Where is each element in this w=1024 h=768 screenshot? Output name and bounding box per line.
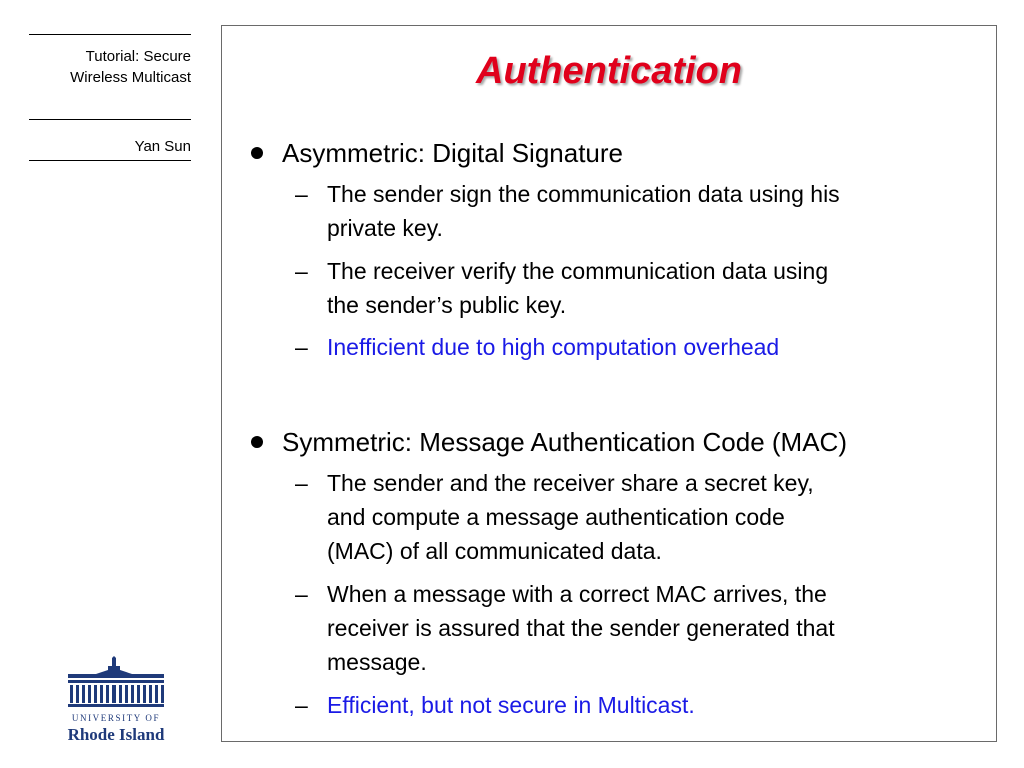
sidebar-middle-rule [29, 119, 191, 120]
bullet-asymmetric [282, 138, 972, 168]
bullet-symmetric [282, 427, 972, 457]
dash-marker: – [295, 581, 308, 607]
slide-title: Authentication [476, 50, 742, 92]
bullet-dot-icon [251, 147, 263, 159]
sub-item-line: The sender and the receiver share a secret key, [327, 470, 814, 496]
sub-item-line: Efficient, but not secure in Multicast. [327, 692, 695, 718]
dash-marker: – [295, 692, 308, 718]
sidebar-course-title [70, 46, 191, 88]
sidebar-top-rule [29, 34, 191, 35]
sub-item-line: The receiver verify the communication data using [327, 258, 829, 284]
dash-marker: – [295, 258, 308, 284]
sub-item [295, 466, 967, 568]
sidebar-course-title-line1: Tutorial: Secure [85, 48, 191, 65]
logo-text-bottom: Rhode Island [67, 725, 165, 744]
sub-item-line: When a message with a correct MAC arrives, the [327, 581, 827, 607]
bullet-dot-icon [251, 436, 263, 448]
sub-item-line: the sender’s public key. [327, 292, 567, 318]
sub-item-line: (MAC) of all communicated data. [327, 538, 662, 564]
sidebar-author: Yan Sun [134, 138, 191, 155]
sub-item-line: The sender sign the communication data using his [327, 181, 840, 207]
sub-item [295, 577, 967, 679]
sub-item-highlight [295, 688, 967, 722]
sub-item-line: and compute a message authentication code [327, 504, 785, 530]
sub-item-line: Inefficient due to high computation overhead [327, 334, 780, 360]
dash-marker: – [295, 334, 308, 360]
sidebar-bottom-rule [29, 160, 191, 161]
dash-marker: – [295, 470, 308, 496]
university-logo [66, 656, 166, 746]
sub-item [295, 254, 967, 322]
bullet-text: Symmetric: Message Authentication Code (MAC) [282, 427, 847, 457]
sub-item-highlight [295, 330, 967, 364]
slide-frame [221, 25, 997, 742]
sub-item-line: receiver is assured that the sender generated that [327, 615, 835, 641]
sidebar-course-title-line2: Wireless Multicast [70, 69, 191, 86]
sub-item-line: private key. [327, 215, 443, 241]
sub-item-line: message. [327, 649, 427, 675]
sub-item [295, 177, 967, 245]
dash-marker: – [295, 181, 308, 207]
logo-text-top: UNIVERSITY OF [71, 713, 161, 723]
bullet-text: Asymmetric: Digital Signature [282, 138, 623, 168]
